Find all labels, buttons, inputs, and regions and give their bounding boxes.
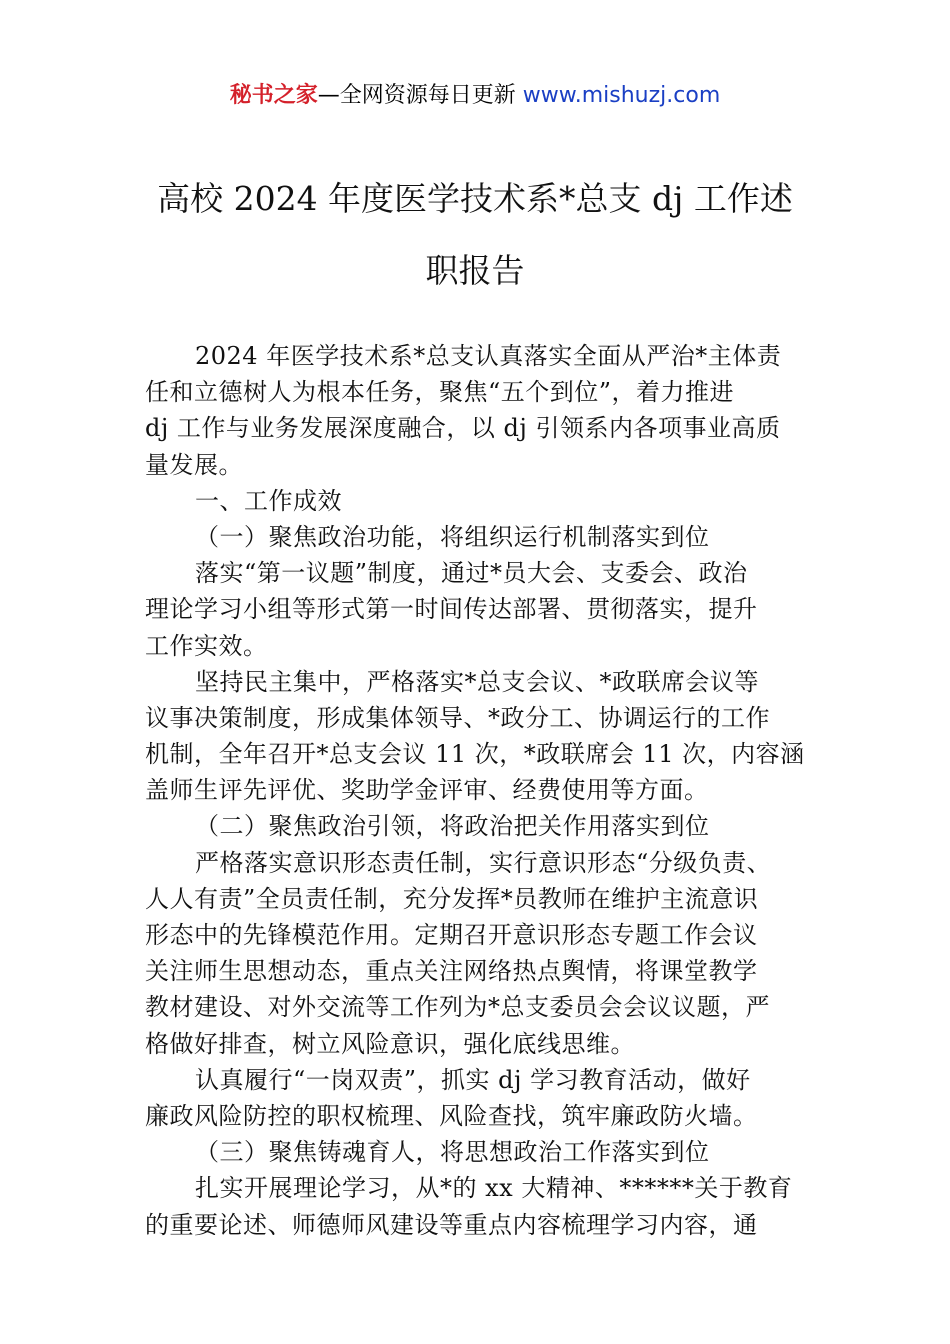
- paragraph-line: 落实“第一议题”制度，通过*员大会、支委会、政治: [195, 559, 748, 588]
- brand-name: 秘书之家: [229, 83, 318, 108]
- document-title-line-2: 职报告: [425, 251, 525, 290]
- paragraph-line: 人人有责”全员责任制，充分发挥*员教师在维护主流意识: [145, 884, 759, 913]
- paragraph-line: 严格落实意识形态责任制，实行意识形态“分级负责、: [195, 848, 772, 877]
- paragraph-line: 形态中的先锋模范作用。定期召开意识形态专题工作会议: [145, 921, 758, 949]
- paragraph-line: 扎实开展理论学习，从*的 xx 大精神、******关于教育: [195, 1174, 793, 1203]
- paragraph-line: 盖师生评先评优、奖助学金评审、经费使用等方面。: [145, 776, 709, 805]
- site-url-link[interactable]: www.mishuzj.com: [522, 83, 721, 108]
- subsection-heading: （三）聚焦铸魂育人，将思想政治工作落实到位: [195, 1138, 710, 1167]
- subsection-heading: （一）聚焦政治功能，将组织运行机制落实到位: [195, 522, 710, 551]
- document-title-line-1: 高校 2024 年度医学技术系*总支 dj 工作述: [157, 179, 793, 218]
- paragraph-line: 的重要论述、师德师风建设等重点内容梳理学习内容，通: [145, 1210, 758, 1239]
- document-body: [145, 338, 810, 1243]
- paragraph-line: 格做好排查，树立风险意识，强化底线思维。: [145, 1029, 635, 1058]
- paragraph-line: 2024 年医学技术系*总支认真落实全面从严治*主体责: [195, 342, 782, 370]
- paragraph-line: 任和立德树人为根本任务，聚焦“五个到位”，着力推进: [145, 378, 735, 407]
- paragraph-line: 廉政风险防控的职权梳理、风险查找，筑牢廉政防火墙。: [145, 1101, 758, 1130]
- site-slogan: —全网资源每日更新: [317, 83, 516, 108]
- section-heading: 一、工作成效: [195, 486, 342, 515]
- paragraph-line: dj 工作与业务发展深度融合，以 dj 引领系内各项事业高质: [145, 414, 781, 443]
- paragraph-line: 关注师生思想动态，重点关注网络热点舆情，将课堂教学: [145, 957, 758, 986]
- paragraph-line: 坚持民主集中，严格落实*总支会议、*政联席会议等: [195, 667, 759, 696]
- paragraph-line: 机制，全年召开*总支会议 11 次，*政联席会 11 次，内容涵: [145, 740, 805, 769]
- subsection-heading: （二）聚焦政治引领，将政治把关作用落实到位: [195, 812, 710, 841]
- paragraph-line: 教材建设、对外交流等工作列为*总支委员会会议议题，严: [145, 993, 770, 1022]
- paragraph-line: 认真履行“一岗双责”，抓实 dj 学习教育活动，做好: [195, 1065, 751, 1094]
- site-header: [0, 80, 950, 112]
- paragraph-line: 量发展。: [145, 450, 243, 479]
- paragraph-line: 工作实效。: [145, 631, 268, 660]
- paragraph-line: 理论学习小组等形式第一时间传达部署、贯彻落实，提升: [145, 595, 758, 624]
- paragraph-line: 议事决策制度，形成集体领导、*政分工、协调运行的工作: [145, 703, 770, 732]
